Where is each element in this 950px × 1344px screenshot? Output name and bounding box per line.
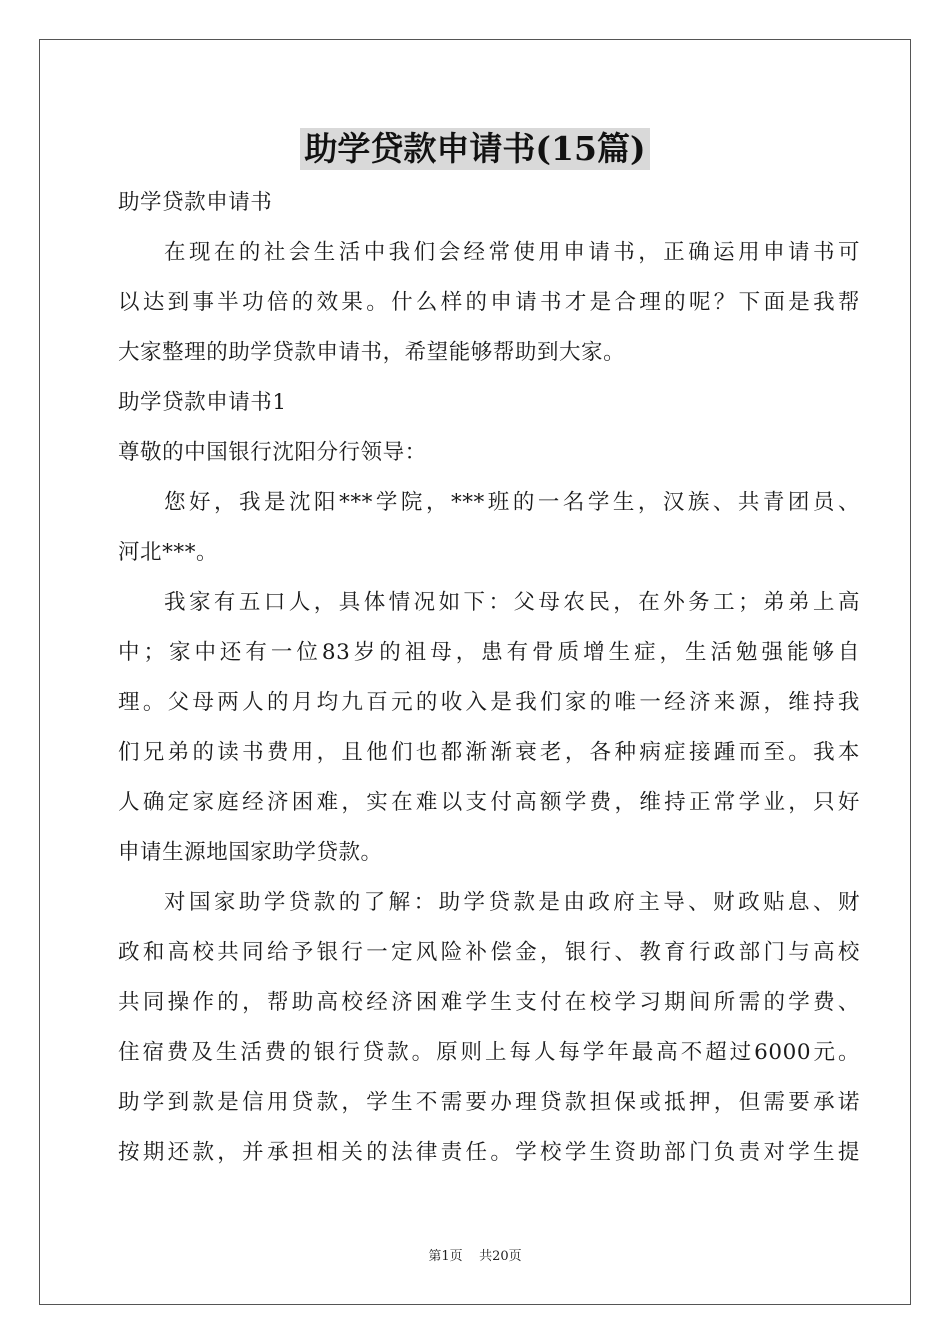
text-line: 我家有五口人，具体情况如下：父母农民，在外务工；弟弟上高 — [164, 590, 860, 615]
text-line: 中；家中还有一位83岁的祖母，患有骨质增生症，生活勉强能够自 — [118, 640, 860, 665]
text-line: 助学到款是信用贷款，学生不需要办理贷款担保或抵押，但需要承诺 — [118, 1090, 860, 1115]
text-line: 对国家助学贷款的了解：助学贷款是由政府主导、财政贴息、财 — [164, 890, 860, 915]
text-line: 政和高校共同给予银行一定风险补偿金，银行、教育行政部门与高校 — [118, 940, 860, 965]
text-line: 河北***。 — [118, 540, 219, 565]
text-line: 住宿费及生活费的银行贷款。原则上每人每学年最高不超过6000元。 — [118, 1040, 860, 1065]
text-line: 助学贷款申请书 — [118, 190, 273, 215]
text-line: 申请生源地国家助学贷款。 — [118, 840, 383, 865]
text-line: 人确定家庭经济困难，实在难以支付高额学费，维持正常学业，只好 — [118, 790, 860, 815]
text-line: 在现在的社会生活中我们会经常使用申请书，正确运用申请书可 — [164, 240, 860, 265]
document-body — [118, 178, 860, 1178]
text-line: 以达到事半功倍的效果。什么样的申请书才是合理的呢？下面是我帮 — [118, 290, 860, 315]
text-line: 按期还款，并承担相关的法律责任。学校学生资助部门负责对学生提 — [118, 1140, 860, 1165]
text-line: 理。父母两人的月均九百元的收入是我们家的唯一经济来源，维持我 — [118, 690, 860, 715]
text-line: 您好，我是沈阳***学院，***班的一名学生，汉族、共青团员、 — [164, 490, 860, 515]
text-line: 大家整理的助学贷款申请书，希望能够帮助到大家。 — [118, 340, 626, 365]
document-title: 助学贷款申请书(15篇) — [300, 128, 649, 170]
text-line: 共同操作的，帮助高校经济困难学生支付在校学习期间所需的学费、 — [118, 990, 860, 1015]
text-line: 助学贷款申请书1 — [118, 390, 287, 415]
page-number-current: 第1页 — [428, 1249, 463, 1264]
page-number-total: 共20页 — [479, 1249, 522, 1264]
page-footer — [0, 1245, 950, 1264]
title-container — [0, 128, 950, 170]
text-line: 尊敬的中国银行沈阳分行领导： — [118, 440, 427, 465]
text-line: 们兄弟的读书费用，且他们也都渐渐衰老，各种病症接踵而至。我本 — [118, 740, 860, 765]
